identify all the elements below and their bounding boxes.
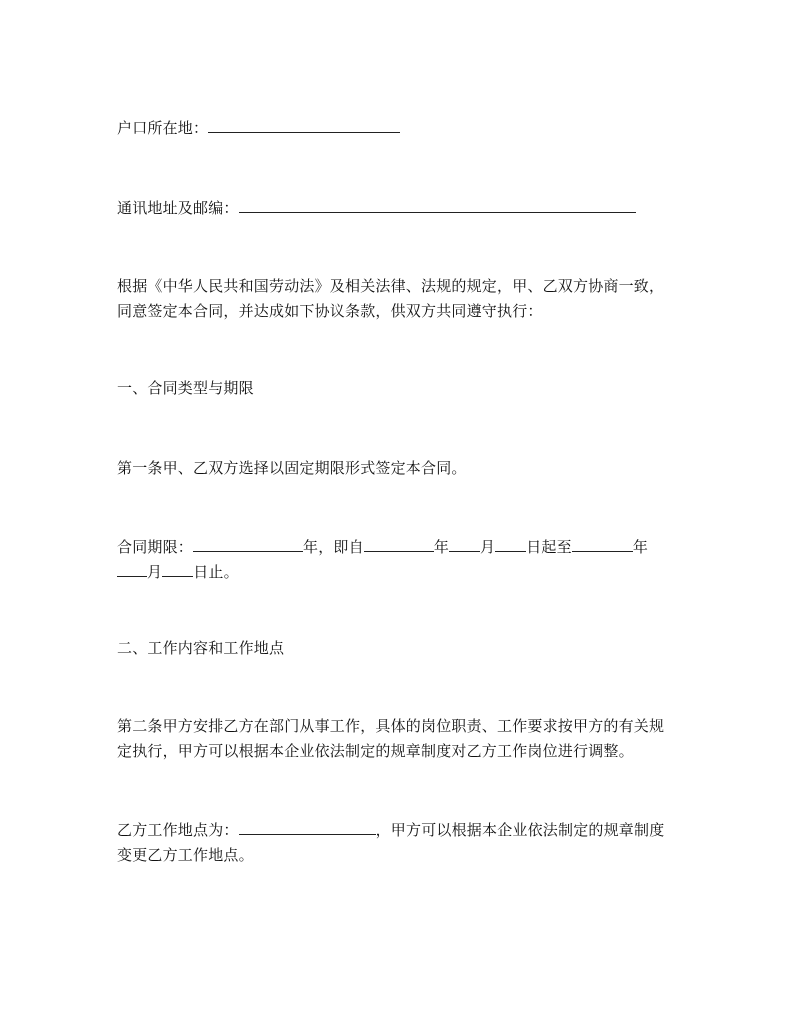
workplace-line-1	[117, 818, 664, 843]
workplace-label: 乙方工作地点为：	[117, 821, 239, 839]
end-month-label: 月	[147, 563, 163, 581]
workplace-blank[interactable]	[239, 819, 376, 835]
end-day-label: 日止。	[193, 563, 239, 581]
start-day-blank[interactable]	[495, 536, 526, 552]
article-1: 第一条甲、乙双方选择以固定期限形式签定本合同。	[117, 459, 467, 477]
workplace-line-2: 变更乙方工作地点。	[117, 846, 254, 864]
hukou-line	[117, 116, 400, 141]
end-day-blank[interactable]	[162, 561, 193, 577]
section-1-heading: 一、合同类型与期限	[117, 379, 254, 397]
term-line-2	[117, 560, 239, 585]
address-blank[interactable]	[239, 197, 636, 213]
term-line-1	[117, 535, 648, 560]
hukou-blank[interactable]	[208, 117, 400, 133]
preamble-line-1: 根据《中华人民共和国劳动法》及相关法律、法规的规定，甲、乙双方协商一致，	[117, 277, 665, 295]
article-2-line-2: 定执行，甲方可以根据本企业依法制定的规章制度对乙方工作岗位进行调整。	[117, 742, 634, 760]
section-2-heading: 二、工作内容和工作地点	[117, 639, 285, 657]
end-year-label: 年	[632, 538, 649, 556]
start-month-blank[interactable]	[449, 536, 480, 552]
end-month-blank[interactable]	[117, 561, 147, 577]
start-day-label: 日起至	[526, 538, 572, 556]
address-line	[117, 196, 636, 221]
end-year-blank[interactable]	[572, 536, 633, 552]
start-month-label: 月	[480, 538, 496, 556]
start-year-label: 年	[433, 538, 450, 556]
term-year-suffix: 年，即自	[303, 538, 364, 556]
preamble-line-2: 同意签定本合同，并达成如下协议条款，供双方共同遵守执行：	[117, 302, 543, 320]
workplace-suffix: ，甲方可以根据本企业依法制定的规章制度	[375, 821, 665, 839]
term-years-blank[interactable]	[193, 536, 303, 552]
hukou-label: 户口所在地：	[117, 119, 209, 137]
term-label: 合同期限：	[117, 538, 194, 556]
start-year-blank[interactable]	[364, 536, 434, 552]
address-label: 通讯地址及邮编：	[117, 199, 239, 217]
article-2-line-1: 第二条甲方安排乙方在部门从事工作，具体的岗位职责、工作要求按甲方的有关规	[117, 717, 665, 735]
